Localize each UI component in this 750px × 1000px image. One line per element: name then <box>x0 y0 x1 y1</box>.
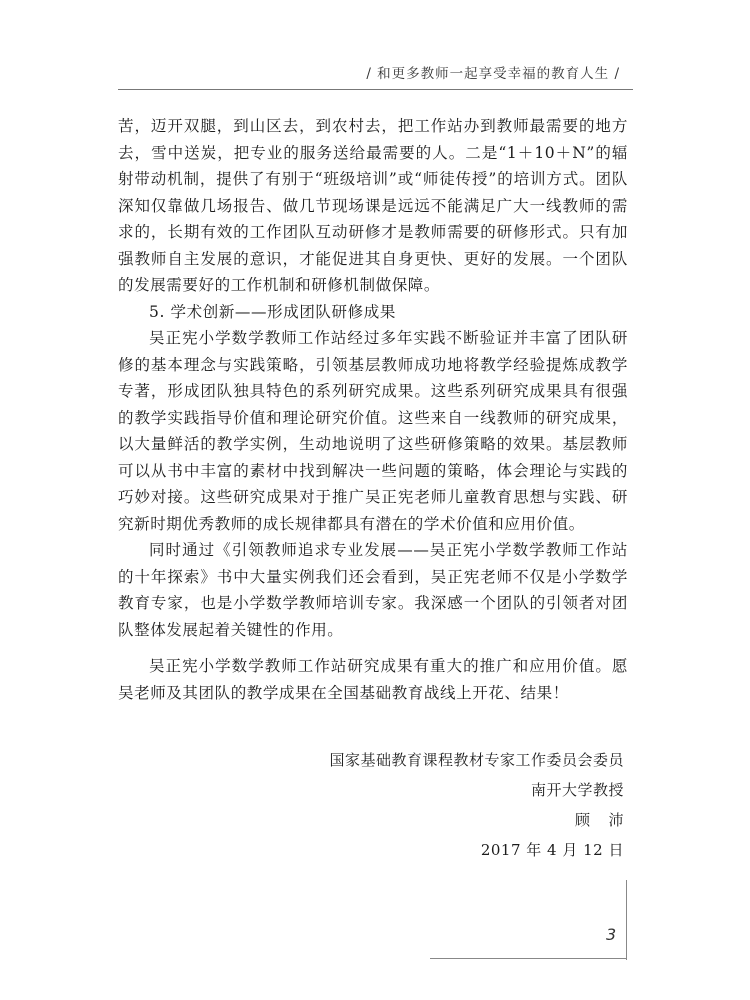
paragraph: 吴正宪小学数学教师工作站经过多年实践不断验证并丰富了团队研修的基本理念与实践策略，引领基层教师成功地将教学经验提炼成教学专著，形成团队独具特色的系列研究成果。这些系列研究成果具有很强的教学实践指导价值和理论研究价值。这些来自一线教师的研究成果，以大量鲜活的教学实例，生动地说明了这些研修策略的效果。基层教师可以从书中丰富的素材中找到解决一些问题的策略，体会理论与实践的巧妙对接。这些研究成果对于推广吴正宪老师儿童教育思想与实践、研究新时期优秀教师的成长规律都具有潜在的学术价值和应用价值。 <box>118 329 628 533</box>
paragraph-continued: 苦，迈开双腿，到山区去，到农村去，把工作站办到教师最需要的地方去，雪中送炭，把专业的服务送给最需要的人。二是“1＋10＋N”的辐射带动机制，提供了有别于“班级培训”或“师徒传授”的培训方式。团队深知仅靠做几场报告、做几节现场课是远远不能满足广大一线教师的需求的，长期有效的工作团队互动研修才是教师需要的研修形式。只有加强教师自主发展的意识，才能促进其自身更快、更好的发展。一个团队的发展需要好的工作机制和研修机制做保障。 <box>118 117 628 294</box>
signature-name-part: 沛 <box>608 811 624 829</box>
body-text <box>118 113 628 706</box>
running-header: / 和更多教师一起享受幸福的教育人生 / <box>366 66 620 82</box>
footer-rule <box>430 958 627 959</box>
signature-name <box>329 805 624 835</box>
header-divider <box>118 89 633 90</box>
signature-committee: 国家基础教育课程教材专家工作委员会委员 <box>329 751 624 769</box>
signature-date: 2017 年 4 月 12 日 <box>480 841 624 859</box>
signature-name-part: 顾 <box>574 811 591 829</box>
page-number: 3 <box>606 925 617 944</box>
paragraph: 吴正宪小学数学教师工作站研究成果有重大的推广和应用价值。愿吴老师及其团队的教学成果在全国基础教育战线上开花、结果！ <box>118 657 628 702</box>
footer-corner-rule <box>626 880 627 960</box>
paragraph: 同时通过《引领教师追求专业发展——吴正宪小学数学教师工作站的十年探索》书中大量实例我们还会看到，吴正宪老师不仅是小学数学教育专家，也是小学数学教师培训专家。我深感一个团队的引领者对团队整体发展起着关键性的作用。 <box>118 541 628 639</box>
signature-block <box>329 745 624 865</box>
section-heading: 5. 学术创新——形成团队研修成果 <box>149 302 396 321</box>
signature-affiliation: 南开大学教授 <box>530 781 624 799</box>
